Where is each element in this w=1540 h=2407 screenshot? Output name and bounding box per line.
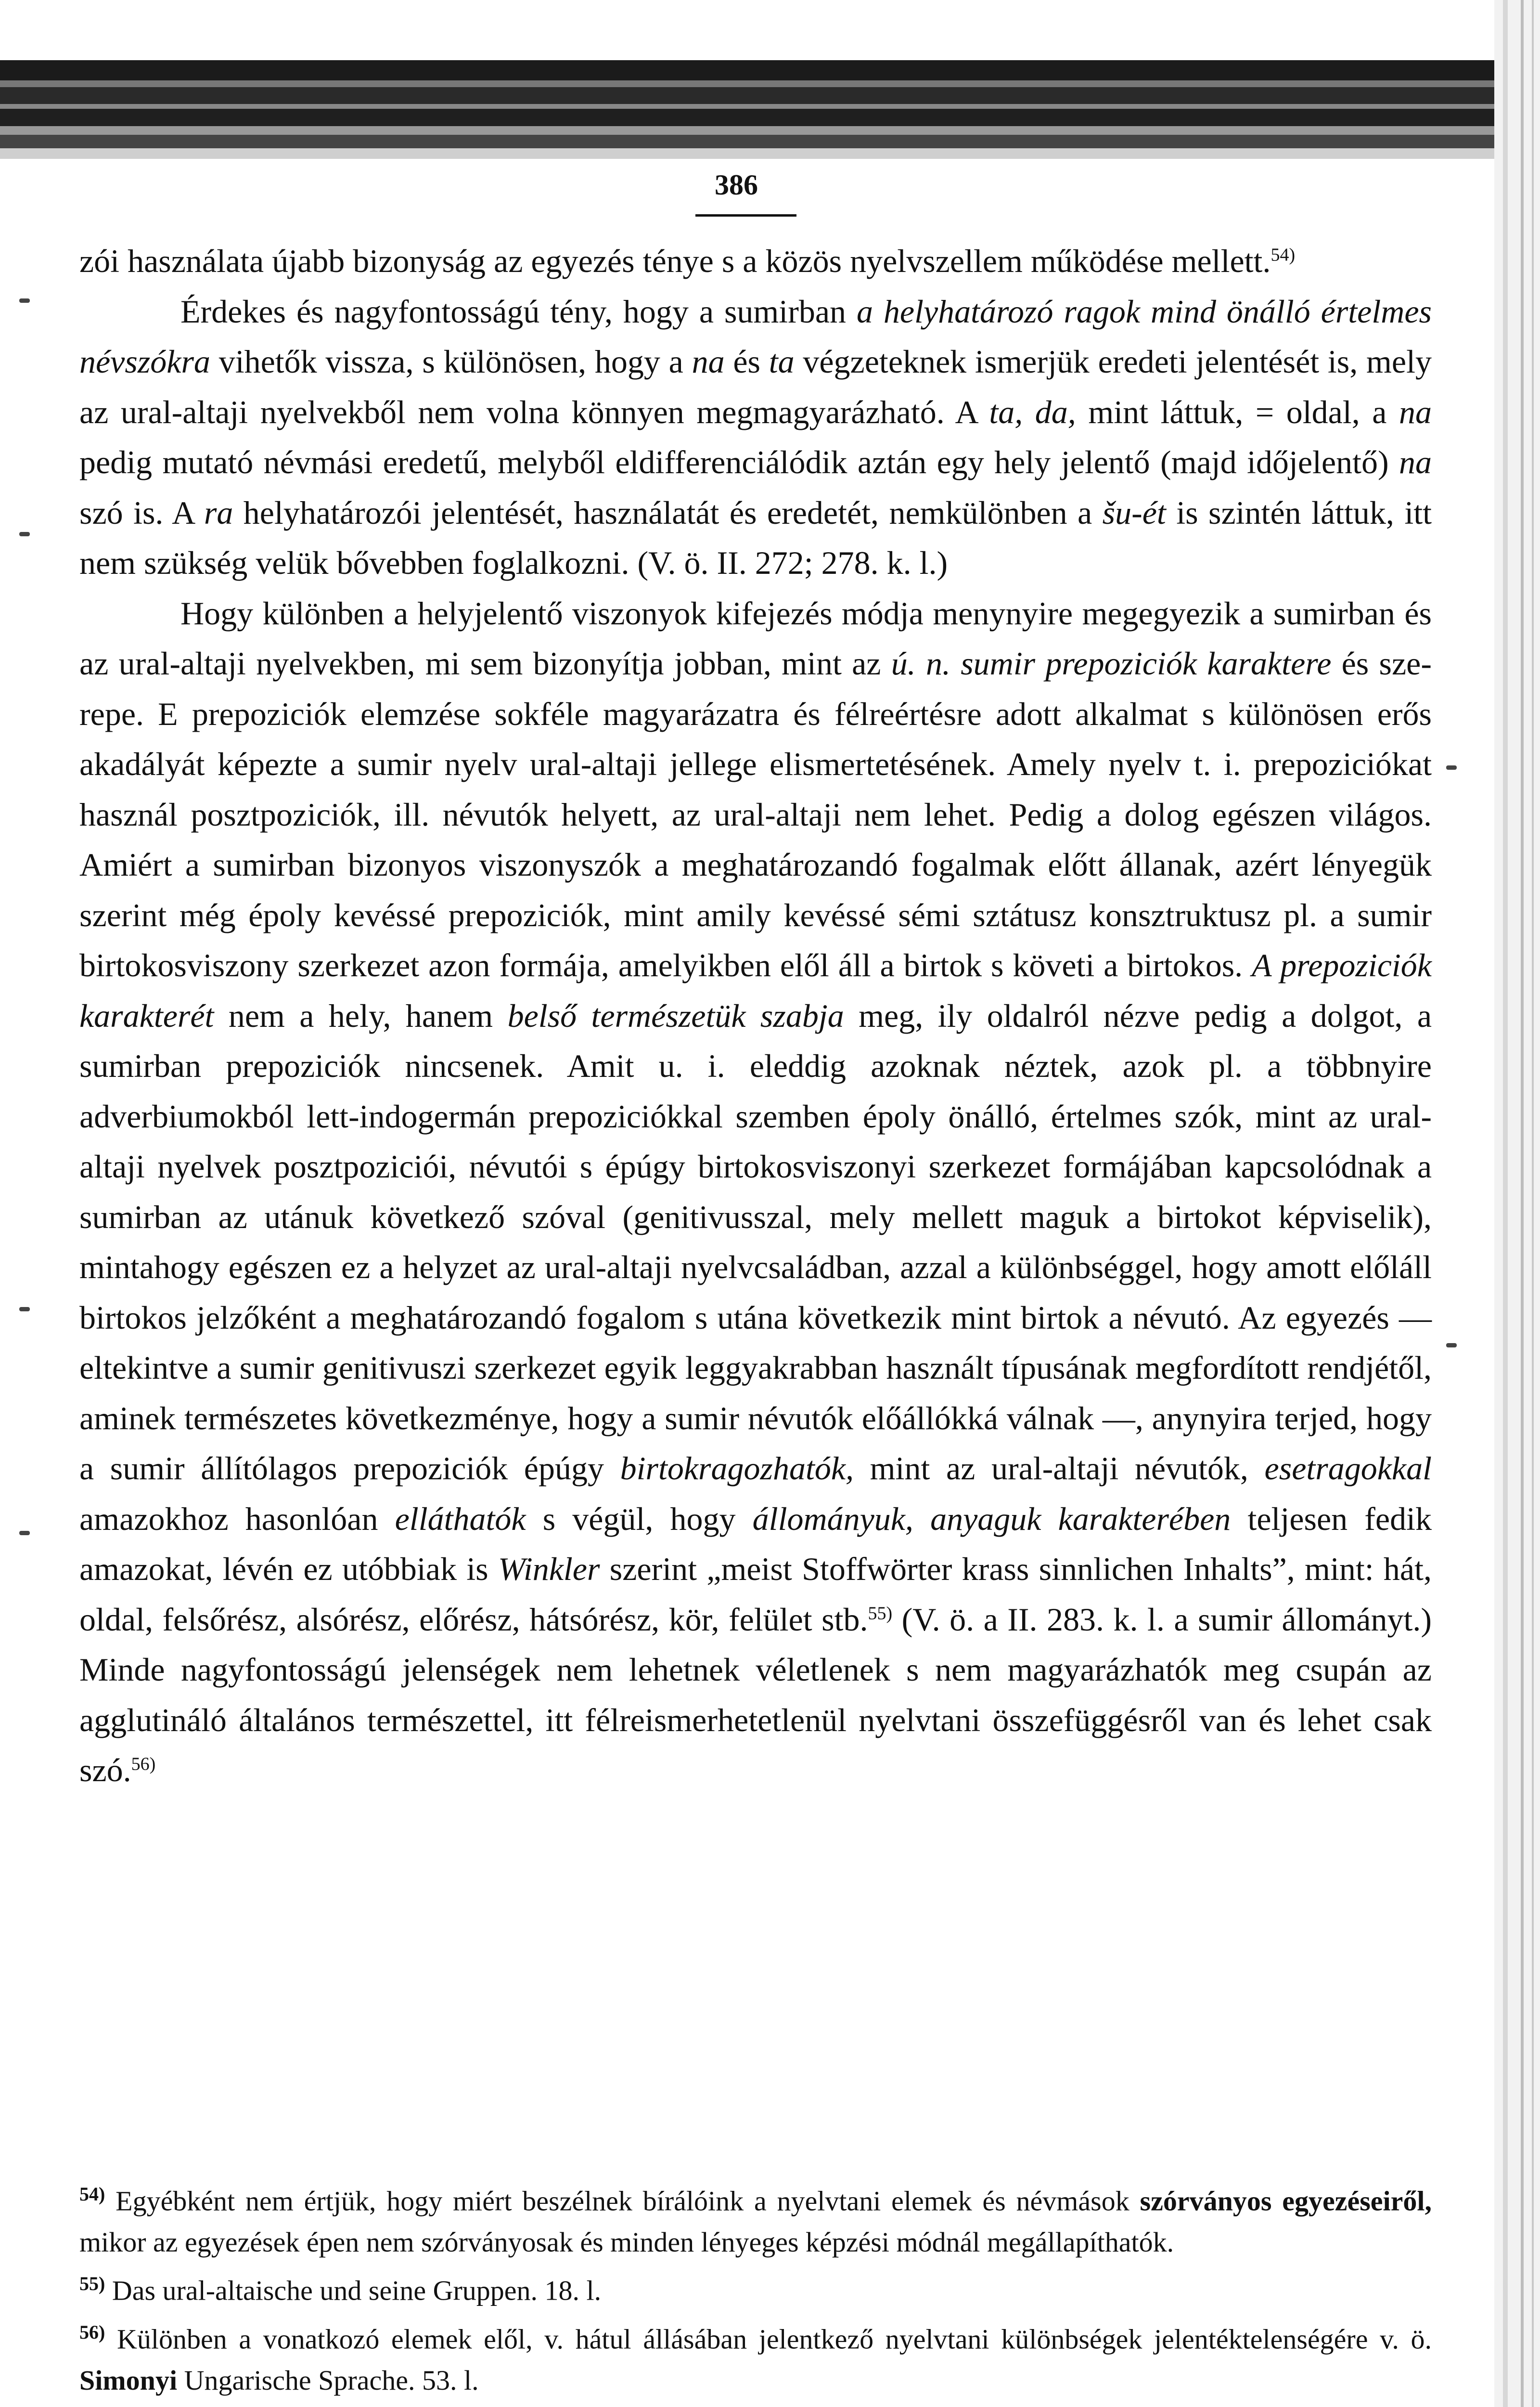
text-run: szó is. A bbox=[79, 494, 204, 531]
paragraph bbox=[79, 286, 1432, 588]
text-run: szerint „meist Stoffwörter krass sinnlichen Inhalts”, mint: hát, oldal, felsőrész, alsórész, előrész, hátsórész, kör, felület stb. bbox=[79, 1551, 1432, 1638]
page-number: 386 bbox=[715, 169, 758, 201]
margin-mark bbox=[19, 532, 30, 536]
bold-text: Simonyi bbox=[79, 2364, 178, 2396]
text-run: helyhatározói jelentését, használatát és eredetét, nemkülönben a bbox=[233, 494, 1103, 531]
text-run: amazokhoz hasonlóan bbox=[79, 1500, 395, 1537]
text-run: és szerepe. E prepoziciók elemzése sokféle magyarázatra és félreértésre adott alkalmat s különösen erős akadályát képezte a sumir nyelv ural-altaji jellege elismertetésének. Amely nyelv t. i. prepoziciókat használ posztpoziciók, ill. névutók helyett, az ural-altaji nem lehet. Pedig a dolog egészen világos. Amiért a sumirban bizonyos viszonyszók a meghatározandó fogalmak előtt állanak, azért lényegük szerint még époly kevéssé prepoziciók, mint amily kevéssé sémi sztátusz konsztruktusz pl. a sumir birtokosviszony szerkezet azon formája, amelyikben elől áll a birtok s követi a birtokos. bbox=[79, 645, 1432, 984]
margin-mark bbox=[1446, 1343, 1457, 1347]
footnote-reference: 54) bbox=[1270, 245, 1296, 265]
italic-text: A prepoziciók karakterét bbox=[79, 947, 1432, 1034]
italic-text: elláthatók bbox=[395, 1500, 526, 1537]
italic-text: Winkler bbox=[498, 1551, 600, 1587]
italic-text: šu-ét bbox=[1102, 494, 1166, 531]
text-run: és bbox=[724, 343, 769, 380]
text-run: mint láttuk, = oldal, a bbox=[1076, 393, 1399, 430]
italic-text: a helyhatározó ragok mind önálló értelmes névszókra bbox=[79, 293, 1432, 380]
footnote-marker: 54) bbox=[79, 2183, 105, 2205]
italic-text: birtokragozhatók, bbox=[620, 1450, 854, 1487]
margin-mark bbox=[1446, 765, 1457, 770]
italic-text: esetragokkal bbox=[1264, 1450, 1432, 1487]
right-edge-shadow bbox=[1494, 0, 1540, 2407]
text-run: Ungarische Sprache. 53. l. bbox=[177, 2364, 479, 2396]
text-run: meg, ily oldalról nézve pedig a dolgot, a sumirban prepoziciók nincsenek. Amit u. i. eleddig azoknak néztek, azok pl. a többnyire adverbiumokból lett-indogermán prepoziciókkal szemben époly önálló, értelmes szók, mint az ural-altaji nyelvek posztpoziciói, névutói s épúgy birtokosviszonyi szerkezet formájában kapcsolódnak a sumirban az utánuk következő szóval (genitivusszal, mely mellett maguk a birtokot képviselik), mintahogy egészen ez a helyzet az ural-altaji nyelvcsaládban, azzal a különbséggel, hogy amott előláll birtokos jelzőként a meghatározandó fogalom s utána következik mint birtok a névutó. Az egyezés — eltekintve a sumir genitivuszi szerkezet egyik leggyakrabban használt típusának megfordított rendjétől, aminek természetes következménye, hogy a sumir névutók előállókká válnak —, anynyira terjed, hogy a sumir állítólagos prepoziciók épúgy bbox=[79, 997, 1432, 1487]
margin-mark bbox=[19, 1531, 30, 1535]
page-number-rule bbox=[695, 214, 796, 217]
footnote bbox=[79, 2174, 1432, 2263]
text-run: mint az ural-altaji névutók, bbox=[854, 1450, 1265, 1487]
footnotes bbox=[79, 2174, 1432, 2401]
italic-text: ta bbox=[769, 343, 795, 380]
italic-text: ú. n. sumir prepoziciók karaktere bbox=[891, 645, 1332, 682]
footnote-reference: 55) bbox=[868, 1603, 893, 1623]
text-run: Egyébként nem értjük, hogy miért beszélnek bírálóink a nyelvtani elemek és névmások bbox=[105, 2185, 1140, 2217]
text-run: is szintén láttuk, itt nem szükség velük bővebben foglalkozni. (V. ö. II. 272; 278. k. l.) bbox=[79, 494, 1432, 581]
margin-mark bbox=[19, 298, 30, 303]
body-text bbox=[79, 236, 1432, 1796]
text-run: (V. ö. a II. 283. k. l. a sumir állományt.) Minde nagyfontosságú jelenségek nem lehetnek véletlenek s nem magyarázhatók meg csupán az agglutináló általános természettel, itt félreismerhetetlenül nyelvtani összefüggésről van és lehet csak szó. bbox=[79, 1601, 1432, 1788]
italic-text: na bbox=[1399, 393, 1432, 430]
italic-text: na bbox=[692, 343, 725, 380]
italic-text: na bbox=[1399, 444, 1432, 480]
text-run: Különben a vonatkozó elemek elől, v. hátul állásában jelentkező nyelvtani különbségek jelentéktelenségére v. ö. bbox=[105, 2323, 1432, 2355]
italic-text: ra bbox=[204, 494, 233, 531]
footnote-marker: 56) bbox=[79, 2321, 105, 2343]
text-run: Érdekes és nagyfontosságú tény, hogy a sumirban bbox=[180, 293, 857, 330]
text-run: s végül, hogy bbox=[526, 1500, 753, 1537]
italic-text: állományuk, anyaguk karakterében bbox=[752, 1500, 1231, 1537]
footnote-reference: 56) bbox=[131, 1754, 156, 1774]
footnote bbox=[79, 2312, 1432, 2401]
text-run: teljesen fedik amazokat, lévén ez utóbbiak is bbox=[79, 1500, 1432, 1587]
text-run: pedig mutató névmási eredetű, melyből eldifferenciálódik aztán egy hely jelentő (majd időjelentő) bbox=[79, 444, 1399, 480]
paragraph bbox=[79, 588, 1432, 1796]
text-run: Hogy különben a helyjelentő viszonyok kifejezés módja menynyire megegyezik a sumirban és az ural-altaji nyelvekben, mi sem bizonyítja jobban, mint az bbox=[79, 595, 1432, 682]
paragraph bbox=[79, 236, 1432, 286]
footnote-marker: 55) bbox=[79, 2273, 105, 2295]
text-run: Das ural-altaische und seine Gruppen. 18. l. bbox=[105, 2275, 602, 2306]
text-run: végzeteknek ismerjük eredeti jelentését is, mely az ural-altaji nyelvekből nem volna könnyen megmagyarázható. A bbox=[79, 343, 1432, 430]
text-run: nem a hely, hanem bbox=[214, 997, 508, 1034]
italic-text: ta, da, bbox=[989, 393, 1076, 430]
bold-text: szórványos egyezéseiről, bbox=[1140, 2185, 1432, 2217]
text-run: zói használata újabb bizonyság az egyezés ténye s a közös nyelvszellem működése mellett. bbox=[79, 243, 1271, 279]
footnote bbox=[79, 2263, 1432, 2311]
italic-text: belső természetük szabja bbox=[507, 997, 844, 1034]
scan-edge-band bbox=[0, 0, 1540, 159]
text-run: mikor az egyezések épen nem szórványosak és minden lényeges képzési módnál megállapíthatók. bbox=[79, 2226, 1174, 2258]
text-run: vihetők vissza, s különösen, hogy a bbox=[210, 343, 692, 380]
margin-mark bbox=[19, 1307, 30, 1311]
